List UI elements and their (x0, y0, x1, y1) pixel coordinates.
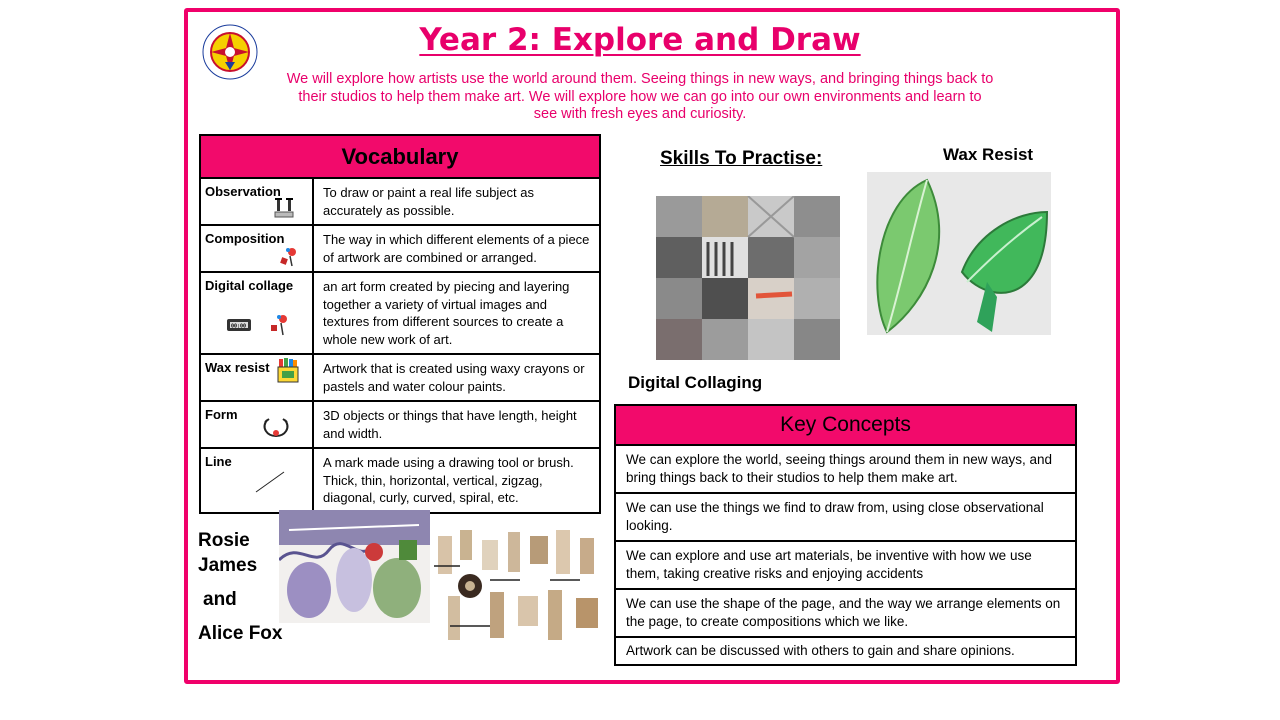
vocab-row-composition (200, 225, 600, 272)
vocab-row-wax-resist (200, 354, 600, 401)
vocab-row-line (200, 448, 600, 513)
vocab-definition: To draw or paint a real life subject as accurately as possible. (313, 178, 600, 225)
skills-heading: Skills To Practise: (660, 148, 823, 169)
key-concept-item: Artwork can be discussed with others to gain and share opinions. (615, 637, 1076, 665)
vocab-row-digital-collage (200, 272, 600, 354)
vocab-term: Composition (205, 231, 285, 246)
wax-resist-image (867, 172, 1051, 335)
digital-collage-image (656, 196, 840, 360)
key-concept-item: We can explore the world, seeing things around them in new ways, and bring things back to their studios to help them make art. (615, 445, 1076, 493)
vocab-row-observation (200, 178, 600, 225)
key-concept-item: We can use the shape of the page, and the way we arrange elements on the page, to create compositions which we like. (615, 589, 1076, 637)
artist-line: James (198, 555, 258, 576)
crayons-icon (277, 357, 299, 383)
artist-line: Rosie (198, 530, 250, 551)
vocab-definition: Artwork that is created using waxy crayons or pastels and water colour paints. (313, 354, 600, 401)
vocabulary-table (199, 134, 601, 514)
vocab-row-form (200, 401, 600, 448)
key-concepts-heading: Key Concepts (615, 405, 1076, 445)
digital-collaging-label: Digital Collaging (628, 373, 763, 392)
wax-resist-heading: Wax Resist (943, 145, 1034, 164)
school-crest-icon (195, 22, 265, 82)
vocab-term: Line (205, 454, 232, 469)
digital-collage-icon (225, 313, 295, 337)
vocab-term: Form (205, 407, 238, 422)
intro-text: We will explore how artists use the world around them. Seeing things in new ways, and bringing things back to their studios to help them make art. We will explore how we can go into our own environments and learn to see with fresh eyes and curiosity. (286, 71, 994, 122)
composition-icon (277, 246, 299, 268)
artist-line: Alice Fox (198, 623, 283, 644)
form-icon (261, 416, 291, 440)
vocab-definition: 3D objects or things that have length, height and width. (313, 401, 600, 448)
key-concept-item: We can explore and use art materials, be inventive with how we use them, taking creative risks and enjoying accidents (615, 541, 1076, 589)
vocabulary-heading: Vocabulary (200, 135, 600, 178)
vocab-term: Digital collage (205, 278, 294, 293)
line-icon (253, 469, 287, 495)
vocab-term: Wax resist (205, 360, 270, 375)
artists-label (198, 528, 282, 646)
vocab-definition: an art form created by piecing and layering together a variety of virtual images and textures from different sources to create a whole new work of art. (313, 272, 600, 354)
rosie-james-artwork-image (279, 510, 430, 623)
key-concepts-table (614, 404, 1077, 666)
alice-fox-artwork-image (430, 526, 610, 654)
vocab-term: Observation (205, 184, 281, 199)
vocab-definition: A mark made using a drawing tool or brush. Thick, thin, horizontal, vertical, zigzag, diagonal, curly, curved, spiral, etc. (313, 448, 600, 513)
artist-line: and (203, 589, 237, 610)
observation-icon (273, 197, 295, 219)
vocab-definition: The way in which different elements of a piece of artwork are combined or arranged. (313, 225, 600, 272)
key-concept-item: We can use the things we find to draw from, using close observational looking. (615, 493, 1076, 541)
svg-text:00:00: 00:00 (231, 323, 247, 330)
page-title: Year 2: Explore and Draw (419, 22, 861, 58)
